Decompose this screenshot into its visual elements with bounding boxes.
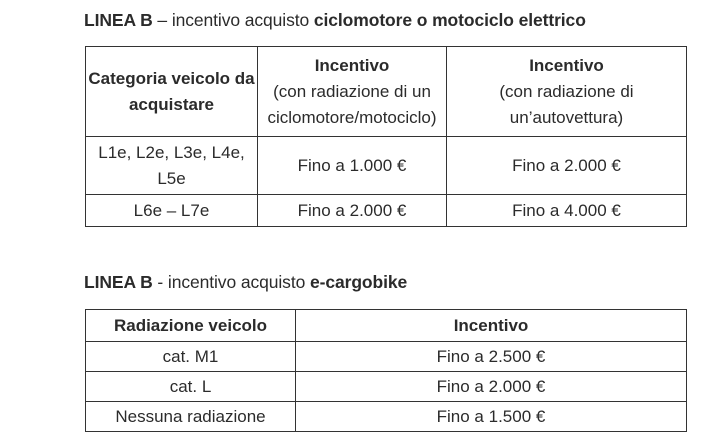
section-1-heading-prefix: LINEA B — [84, 10, 153, 30]
column-header-title: Incentivo — [529, 55, 604, 75]
column-header-incentive-car — [447, 47, 687, 137]
section-2-heading-prefix: LINEA B — [84, 272, 153, 292]
table-cell: Fino a 2.000 € — [447, 137, 687, 195]
section-1-heading — [84, 10, 586, 31]
section-2-heading — [84, 272, 407, 293]
table-cell: cat. L — [86, 372, 296, 402]
incentive-table-moto — [85, 46, 687, 227]
table-row — [86, 195, 687, 227]
table-cell: Fino a 1.500 € — [296, 402, 687, 432]
table-cell: cat. M1 — [86, 342, 296, 372]
column-header-category: Categoria veicolo da acquistare — [86, 47, 258, 137]
section-1-heading-bold: ciclomotore o motociclo elettrico — [313, 10, 586, 30]
section-1-heading-middle: – incentivo acquisto — [152, 10, 314, 30]
table-row — [86, 342, 687, 372]
column-header-incentive: Incentivo — [296, 310, 687, 342]
table-row — [86, 402, 687, 432]
incentive-table-cargobike — [85, 309, 687, 432]
table-cell: L1e, L2e, L3e, L4e, L5e — [86, 137, 258, 195]
table-cell: L6e – L7e — [86, 195, 258, 227]
section-2-heading-bold: e-cargobike — [309, 272, 408, 292]
column-header-subtitle: (con radiazione di un’autovettura) — [499, 81, 634, 127]
section-2-heading-middle: - incentivo acquisto — [152, 272, 310, 292]
column-header-subtitle: (con radiazione di un ciclomotore/motociclo) — [267, 81, 437, 127]
table-header-row — [86, 310, 687, 342]
table-cell: Fino a 2.000 € — [258, 195, 447, 227]
table-cell: Fino a 1.000 € — [258, 137, 447, 195]
table-row — [86, 137, 687, 195]
table-header-row — [86, 47, 687, 137]
column-header-title: Incentivo — [314, 55, 390, 75]
column-header-incentive-moto — [258, 47, 447, 137]
table-cell: Fino a 2.000 € — [296, 372, 687, 402]
table-cell: Fino a 4.000 € — [447, 195, 687, 227]
table-cell: Nessuna radiazione — [86, 402, 296, 432]
column-header-radiation: Radiazione veicolo — [86, 310, 296, 342]
table-cell: Fino a 2.500 € — [296, 342, 687, 372]
table-row — [86, 372, 687, 402]
